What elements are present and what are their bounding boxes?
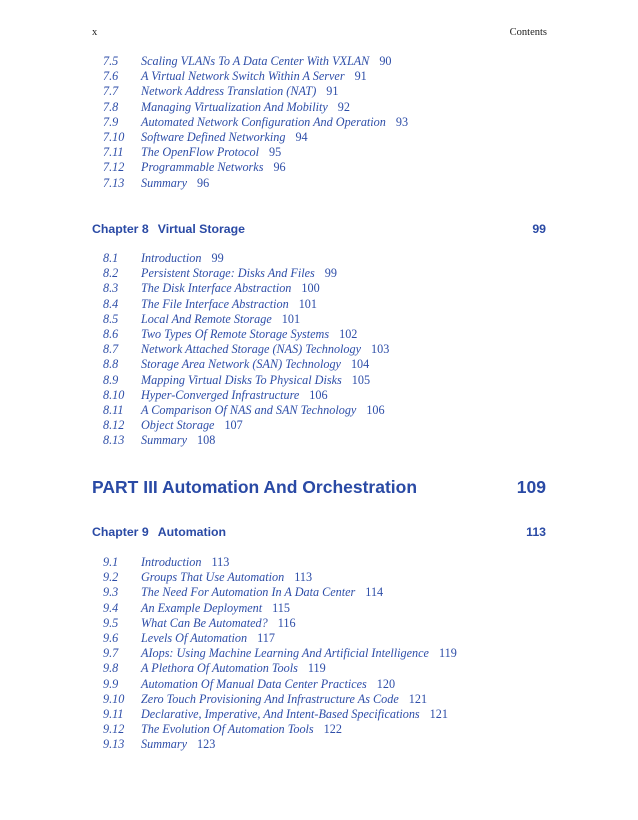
toc-entry-title-wrap	[141, 297, 317, 312]
toc-entry-number: 7.12	[103, 160, 125, 175]
chapter-heading-8[interactable]	[92, 221, 546, 237]
toc-entry-number: 9.6	[103, 631, 119, 645]
toc-entry[interactable]	[0, 115, 638, 130]
toc-entry-page: 91	[326, 84, 339, 99]
toc-entry-title: Persistent Storage: Disks And Files	[141, 266, 315, 281]
toc-entry-title: Levels Of Automation	[141, 631, 248, 645]
toc-entry[interactable]	[0, 69, 638, 84]
toc-entry-number: 9.1	[103, 555, 119, 569]
toc-entry-title-wrap	[141, 677, 395, 692]
toc-entry-title-wrap	[141, 722, 342, 737]
toc-entry[interactable]	[0, 418, 638, 433]
toc-entry-page: 113	[294, 570, 313, 585]
toc-entry-title-wrap	[141, 266, 337, 281]
toc-entry-title: The OpenFlow Protocol	[141, 145, 260, 160]
toc-entry-title: Introduction	[141, 251, 202, 265]
toc-entry-page: 99	[324, 266, 337, 281]
part-heading-3[interactable]	[92, 476, 546, 498]
toc-entry-number: 8.7	[103, 342, 119, 357]
toc-entry[interactable]	[0, 570, 638, 585]
toc-entry-page: 119	[438, 646, 457, 661]
toc-entry-title: Groups That Use Automation	[141, 570, 285, 585]
chapter-title: Automation	[157, 525, 227, 539]
toc-entry-number: 8.13	[103, 433, 125, 448]
toc-entry-number: 8.5	[103, 311, 119, 326]
toc-entry-title: AIops: Using Machine Learning And Artificial Intelligence	[141, 646, 429, 661]
toc-entry-title-wrap	[141, 357, 369, 372]
toc-entry-title-wrap	[141, 281, 320, 296]
toc-entry-number: 7.10	[103, 130, 125, 144]
toc-entry-title: Declarative, Imperative, And Intent-Based Specifications	[141, 707, 420, 721]
toc-entry-page: 101	[281, 311, 301, 326]
toc-entry[interactable]	[0, 373, 638, 388]
toc-entry-number: 9.2	[103, 570, 119, 585]
toc-entry[interactable]	[0, 616, 638, 631]
toc-entry-number: 9.9	[103, 676, 119, 691]
toc-entry-title-wrap	[141, 251, 224, 266]
toc-entry-number: 7.9	[103, 114, 119, 129]
toc-entry-title-wrap	[141, 100, 350, 115]
toc-entry-title-wrap	[141, 145, 281, 160]
toc-entry-page: 121	[429, 707, 448, 721]
toc-entry-number: 9.3	[103, 585, 119, 600]
toc-entry-title: What Can Be Automated?	[141, 615, 268, 630]
toc-entry-number: 8.10	[103, 387, 125, 402]
toc-entry[interactable]	[0, 433, 638, 448]
toc-entry-page: 121	[408, 691, 428, 706]
toc-entry-page: 96	[197, 175, 210, 190]
chapter-label: Chapter 9	[92, 525, 149, 539]
toc-entry-page: 104	[350, 357, 370, 372]
toc-entry-title-wrap	[141, 661, 326, 676]
toc-entry-title: Storage Area Network (SAN) Technology	[141, 357, 341, 372]
toc-entry-number: 9.12	[103, 722, 125, 737]
toc-entry-title: Network Attached Storage (NAS) Technology	[141, 342, 362, 357]
toc-entry[interactable]	[0, 100, 638, 115]
toc-entry-title: The File Interface Abstraction	[141, 296, 289, 311]
toc-entry[interactable]	[0, 281, 638, 296]
toc-entry[interactable]	[0, 722, 638, 737]
toc-entry-title-wrap	[141, 692, 427, 707]
page-number: x	[92, 27, 98, 38]
toc-entry-page: 108	[197, 433, 216, 448]
toc-entry[interactable]	[0, 601, 638, 616]
toc-entry-number: 9.8	[103, 661, 119, 676]
toc-entry-page: 106	[309, 387, 328, 402]
toc-entry-title: Local And Remote Storage	[141, 311, 272, 326]
toc-entry-title-wrap	[141, 176, 209, 191]
toc-entry[interactable]	[0, 403, 638, 418]
toc-entry-title-wrap	[141, 69, 367, 84]
toc-entry-page: 96	[273, 160, 286, 175]
toc-entry-number: 9.4	[103, 600, 119, 615]
toc-entry-title-wrap	[141, 160, 286, 175]
toc-entry-title: The Need For Automation In A Data Center	[141, 585, 356, 600]
running-head: Contents	[509, 27, 547, 38]
chapter-heading-9[interactable]	[92, 524, 546, 540]
toc-entry-page: 117	[257, 631, 275, 645]
toc-entry-title: Hyper-Converged Infrastructure	[141, 387, 300, 402]
toc-entry-page: 120	[376, 676, 396, 691]
toc-entry-page: 107	[224, 418, 243, 433]
toc-entry-title: Object Storage	[141, 418, 215, 433]
toc-entry-number: 8.12	[103, 418, 125, 433]
toc-entry-number: 9.10	[103, 691, 125, 706]
toc-entry-title-wrap	[141, 403, 385, 418]
toc-entry-page: 105	[351, 372, 371, 387]
toc-entry[interactable]	[0, 692, 638, 707]
toc-entry-title-wrap	[141, 130, 308, 145]
toc-entry-title: Summary	[141, 737, 188, 752]
toc-entry-number: 7.5	[103, 54, 119, 68]
toc-entry-number: 9.11	[103, 707, 124, 721]
toc-entry-number: 7.8	[103, 99, 119, 114]
toc-entry-page: 92	[337, 99, 350, 114]
toc-entry[interactable]	[0, 312, 638, 327]
toc-entry[interactable]	[0, 555, 638, 570]
toc-entry[interactable]	[0, 631, 638, 646]
toc-entry-number: 8.11	[103, 403, 124, 417]
toc-entry-title: The Disk Interface Abstraction	[141, 281, 292, 296]
toc-entry-number: 8.6	[103, 327, 119, 341]
toc-entry[interactable]	[0, 145, 638, 160]
toc-entry-title: Managing Virtualization And Mobility	[141, 99, 328, 114]
toc-entry-title: Mapping Virtual Disks To Physical Disks	[141, 372, 342, 387]
toc-entry-number: 7.13	[103, 175, 125, 190]
toc-entry-number: 7.11	[103, 145, 124, 160]
toc-entry[interactable]	[0, 661, 638, 676]
toc-entry-page: 115	[272, 600, 290, 615]
toc-entry[interactable]	[0, 388, 638, 403]
toc-entry-title-wrap	[141, 342, 389, 357]
toc-entry-page: 101	[298, 296, 317, 311]
chapter-page: 113	[526, 525, 546, 539]
toc-entry-number: 9.5	[103, 615, 119, 630]
toc-entry-title: The Evolution Of Automation Tools	[141, 722, 314, 737]
toc-entry-title: Scaling VLANs To A Data Center With VXLAN	[141, 54, 370, 68]
toc-entry-number: 8.4	[103, 296, 119, 311]
toc-entry[interactable]	[0, 251, 638, 266]
toc-entry[interactable]	[0, 646, 638, 661]
toc-entry-page: 114	[365, 585, 384, 600]
toc-entry-title-wrap	[141, 115, 408, 130]
toc-entry-page: 119	[307, 661, 326, 676]
toc-entry-number: 9.7	[103, 646, 119, 661]
toc-entry[interactable]	[0, 160, 638, 175]
toc-entry-title: A Comparison Of NAS and SAN Technology	[141, 403, 357, 417]
toc-entry-title: Network Address Translation (NAT)	[141, 84, 317, 99]
toc-entry-number: 8.2	[103, 266, 119, 281]
toc-entry-title-wrap	[141, 585, 383, 600]
toc-entry-page: 113	[211, 555, 230, 569]
toc-entry-number: 9.13	[103, 737, 125, 752]
toc-entry-title: Software Defined Networking	[141, 130, 286, 144]
toc-entry[interactable]	[0, 176, 638, 191]
toc-entry-page: 102	[339, 327, 358, 341]
toc-entry[interactable]	[0, 707, 638, 722]
toc-entry-page: 106	[366, 403, 385, 417]
toc-entry-title: Summary	[141, 175, 188, 190]
toc-entry[interactable]	[0, 357, 638, 372]
toc-entry[interactable]	[0, 737, 638, 752]
toc-entry-page: 90	[379, 54, 392, 68]
toc-entry-page: 103	[371, 342, 390, 357]
toc-entry-title: Programmable Networks	[141, 160, 264, 175]
toc-entry-title: An Example Deployment	[141, 600, 263, 615]
toc-entry-title-wrap	[141, 570, 312, 585]
chapter-label: Chapter 8	[92, 222, 149, 236]
toc-entry-title-wrap	[141, 601, 290, 616]
toc-entry[interactable]	[0, 54, 638, 69]
toc-entry-title: A Plethora Of Automation Tools	[141, 661, 298, 676]
toc-entry-title-wrap	[141, 555, 229, 570]
toc-entry-title: Automation Of Manual Data Center Practices	[141, 676, 367, 691]
toc-entry-title-wrap	[141, 54, 392, 69]
chapter-title: Virtual Storage	[157, 222, 245, 236]
toc-entry-number: 8.3	[103, 281, 119, 296]
toc-entry-number: 7.6	[103, 69, 119, 84]
toc-entry-page: 95	[269, 145, 282, 160]
toc-entry[interactable]	[0, 130, 638, 145]
toc-entry-title-wrap	[141, 631, 275, 646]
toc-entry-title: Two Types Of Remote Storage Systems	[141, 327, 330, 341]
toc-entry-page: 93	[395, 114, 409, 129]
toc-entry-title-wrap	[141, 388, 328, 403]
part-title: PART III Automation And Orchestration	[92, 477, 418, 497]
toc-entry-number: 8.9	[103, 372, 119, 387]
toc-entry-title-wrap	[141, 373, 370, 388]
toc-entry[interactable]	[0, 297, 638, 312]
toc-entry[interactable]	[0, 266, 638, 281]
toc-entry-title-wrap	[141, 646, 457, 661]
toc-entry-number: 7.7	[103, 84, 119, 99]
toc-entry-title-wrap	[141, 312, 300, 327]
toc-entry-title: Summary	[141, 433, 188, 448]
toc-entry-title-wrap	[141, 418, 243, 433]
toc-entry-title-wrap	[141, 737, 215, 752]
part-page: 109	[516, 477, 546, 497]
toc-entry[interactable]	[0, 84, 638, 99]
toc-entry-title: Automated Network Configuration And Operation	[141, 114, 386, 129]
toc-entry-title-wrap	[141, 84, 338, 99]
toc-entry-page: 122	[323, 722, 342, 737]
toc-entry-page: 123	[197, 737, 216, 752]
toc-entry-page: 100	[301, 281, 320, 296]
toc-entry-title: Introduction	[141, 555, 202, 569]
chapter-page: 99	[532, 222, 546, 236]
toc-entry-title-wrap	[141, 616, 296, 631]
toc-entry-title-wrap	[141, 433, 215, 448]
toc-entry-title: A Virtual Network Switch Within A Server	[141, 69, 345, 84]
toc-entry[interactable]	[0, 342, 638, 357]
toc-entry-page: 94	[295, 130, 308, 144]
toc-entry-page: 116	[277, 615, 296, 630]
toc-entry-page: 91	[354, 69, 367, 84]
toc-entry[interactable]	[0, 327, 638, 342]
toc-entry-title-wrap	[141, 707, 448, 722]
toc-entry[interactable]	[0, 585, 638, 600]
toc-entry[interactable]	[0, 677, 638, 692]
toc-entry-number: 8.1	[103, 251, 119, 265]
toc-entry-number: 8.8	[103, 357, 119, 372]
toc-entry-title: Zero Touch Provisioning And Infrastructure As Code	[141, 691, 399, 706]
toc-entry-page: 99	[211, 251, 224, 265]
toc-entry-title-wrap	[141, 327, 357, 342]
